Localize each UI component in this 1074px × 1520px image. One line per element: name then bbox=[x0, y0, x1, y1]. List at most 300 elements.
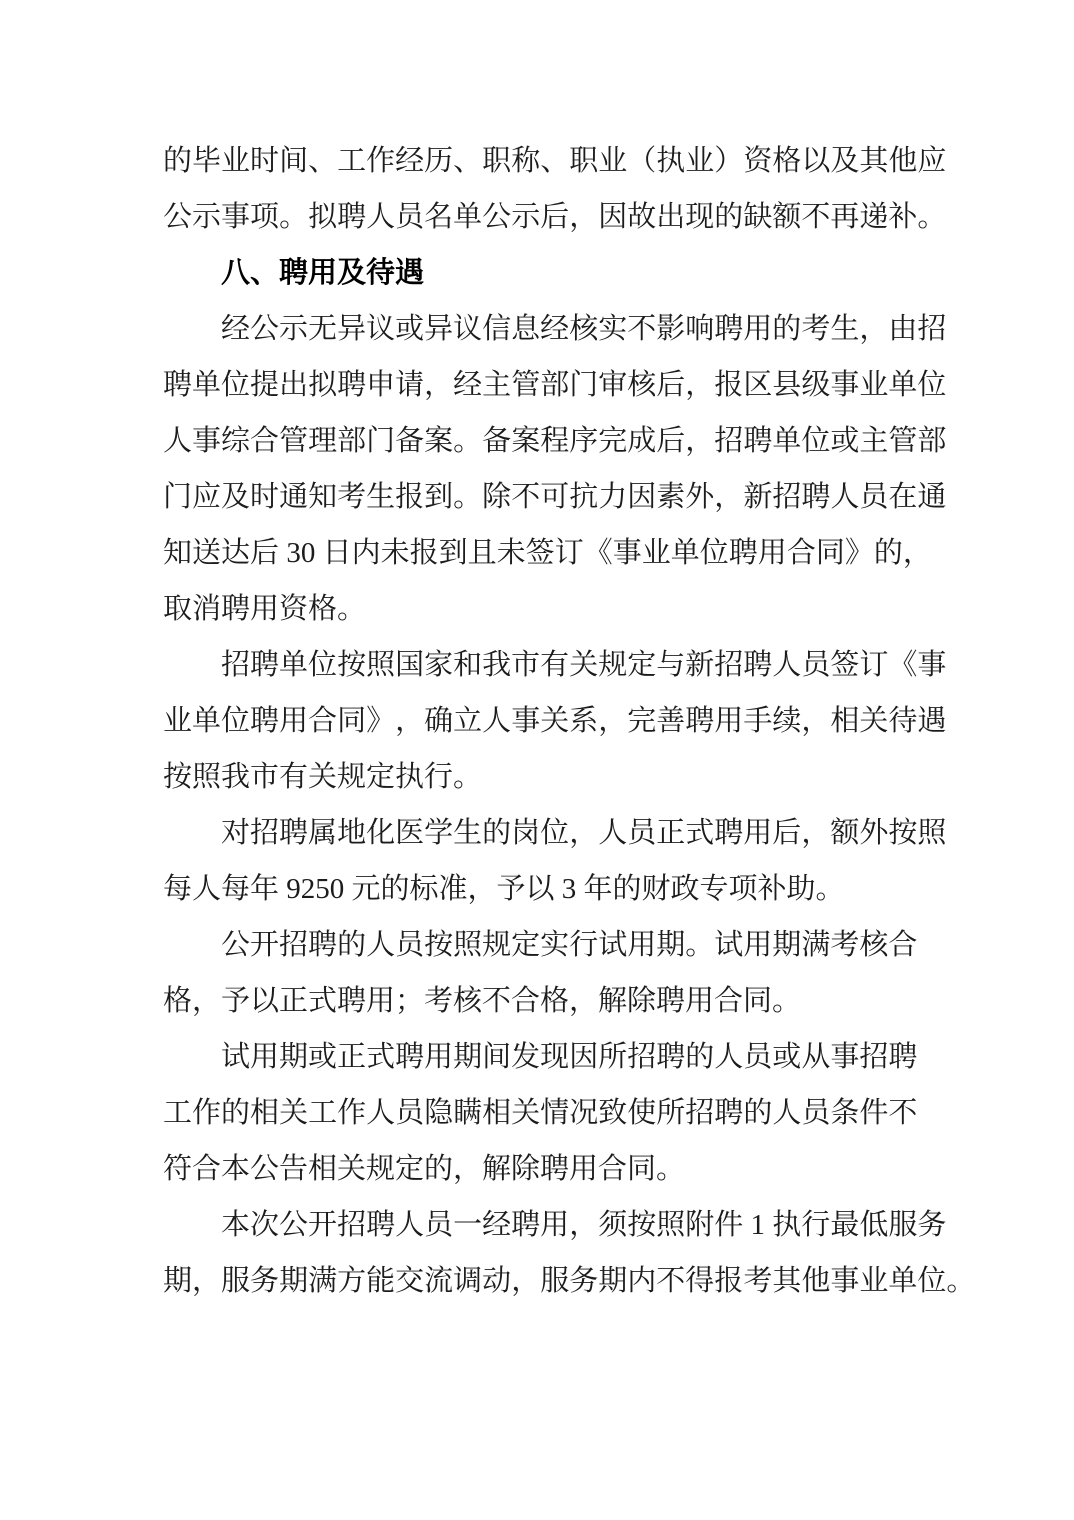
text-line bbox=[163, 637, 947, 693]
text-glyph: 备 bbox=[482, 425, 512, 457]
text-glyph: 门 bbox=[163, 481, 193, 513]
text-glyph: 影 bbox=[656, 313, 686, 345]
text-glyph: 报 bbox=[395, 481, 425, 513]
text-glyph: 招 bbox=[714, 649, 744, 681]
text-glyph: 试 bbox=[221, 1041, 251, 1073]
text-line bbox=[163, 693, 947, 749]
text-glyph: 未 bbox=[380, 537, 410, 569]
text-line: 每人每年 9250 元的标准，予以 3 年的财政专项补助。 bbox=[163, 873, 845, 905]
text-glyph: 且 bbox=[467, 537, 497, 569]
text-glyph: 作 bbox=[192, 1097, 222, 1129]
text-glyph: 事 bbox=[830, 1041, 860, 1073]
text-glyph: 案 bbox=[511, 425, 541, 457]
text-glyph: 位 bbox=[221, 705, 251, 737]
text-glyph: 员 bbox=[627, 817, 657, 849]
text-glyph: 人 bbox=[366, 201, 396, 233]
text-glyph: 项 bbox=[250, 201, 280, 233]
text-glyph: ， bbox=[685, 369, 715, 401]
text-glyph: 《 bbox=[888, 649, 918, 681]
text-glyph: 的 bbox=[221, 1097, 251, 1129]
text-glyph: 以 bbox=[801, 145, 831, 177]
text-glyph: 和 bbox=[453, 649, 483, 681]
text-glyph: 不 bbox=[511, 481, 541, 513]
text-glyph: 员 bbox=[424, 1209, 454, 1241]
text-glyph: 。 bbox=[946, 1265, 976, 1297]
text-glyph: 订 bbox=[554, 537, 584, 569]
text-glyph: 县 bbox=[772, 369, 802, 401]
text-glyph: 招 bbox=[627, 1041, 657, 1073]
text-glyph: 化 bbox=[366, 817, 396, 849]
text-glyph: ， bbox=[859, 313, 889, 345]
text-glyph: 能 bbox=[366, 1265, 396, 1297]
text-glyph: 名 bbox=[424, 201, 454, 233]
text-glyph: 照 bbox=[656, 1209, 686, 1241]
text-glyph: 无 bbox=[308, 313, 338, 345]
text-glyph: 不 bbox=[888, 1097, 918, 1129]
text-glyph: 及 bbox=[830, 145, 860, 177]
text-glyph: ， bbox=[511, 1265, 541, 1297]
text-line bbox=[163, 805, 947, 861]
text-glyph: 招 bbox=[685, 1097, 715, 1129]
document-text-block bbox=[163, 133, 976, 1309]
text-glyph: 申 bbox=[366, 369, 396, 401]
text-glyph: 照 bbox=[453, 929, 483, 961]
text-glyph: 到 bbox=[438, 537, 468, 569]
text-glyph: 。 bbox=[453, 425, 483, 457]
text-glyph: 主 bbox=[482, 369, 512, 401]
text-glyph: 人 bbox=[395, 1209, 425, 1241]
text-glyph: 关 bbox=[540, 705, 570, 737]
text-glyph: 不 bbox=[656, 1265, 686, 1297]
text-glyph: 人 bbox=[598, 817, 628, 849]
text-glyph: 待 bbox=[888, 705, 918, 737]
text-glyph: 招 bbox=[714, 425, 744, 457]
text-glyph: 聘 bbox=[685, 705, 715, 737]
text-glyph: 现 bbox=[685, 201, 715, 233]
text-glyph: 的 bbox=[873, 537, 903, 569]
text-glyph: 关 bbox=[859, 705, 889, 737]
text-glyph: 聘 bbox=[714, 1097, 744, 1129]
text-glyph: 资 bbox=[743, 145, 773, 177]
text-glyph: 考 bbox=[743, 1265, 773, 1297]
text-glyph: 抗 bbox=[569, 481, 599, 513]
text-glyph: 合 bbox=[308, 705, 338, 737]
text-glyph: 聘 bbox=[714, 313, 744, 345]
text-glyph: 业 bbox=[685, 145, 715, 177]
text-glyph: 公 bbox=[163, 201, 193, 233]
text-glyph: 市 bbox=[511, 649, 541, 681]
text-glyph: 素 bbox=[656, 481, 686, 513]
text-glyph: 续 bbox=[772, 705, 802, 737]
text-glyph: 《 bbox=[583, 537, 613, 569]
text-glyph: 后 bbox=[656, 369, 686, 401]
text-glyph: 善 bbox=[656, 705, 686, 737]
text-glyph: 。 bbox=[279, 201, 309, 233]
text-glyph: 服 bbox=[888, 1209, 918, 1241]
text-glyph: 现 bbox=[540, 1041, 570, 1073]
text-glyph: 开 bbox=[250, 929, 280, 961]
text-glyph: 期 bbox=[656, 929, 686, 961]
text-glyph: 部 bbox=[917, 425, 947, 457]
text-glyph: 达 bbox=[221, 537, 251, 569]
text-glyph: 开 bbox=[308, 1209, 338, 1241]
text-glyph: 聘 bbox=[337, 201, 367, 233]
text-glyph: 议 bbox=[366, 313, 396, 345]
text-glyph: 公 bbox=[221, 929, 251, 961]
text-glyph: 考 bbox=[801, 313, 831, 345]
text-glyph: 、 bbox=[453, 145, 483, 177]
text-glyph: 外 bbox=[859, 817, 889, 849]
text-line bbox=[163, 413, 947, 469]
text-glyph: 聘 bbox=[163, 369, 193, 401]
text-line bbox=[163, 133, 947, 189]
text-glyph: 经 bbox=[395, 145, 425, 177]
text-glyph: 新 bbox=[685, 649, 715, 681]
text-glyph: 作 bbox=[337, 1097, 367, 1129]
text-glyph: 请 bbox=[395, 369, 425, 401]
text-glyph: 国 bbox=[395, 649, 425, 681]
text-glyph: 从 bbox=[801, 1041, 831, 1073]
text-glyph: 实 bbox=[540, 929, 570, 961]
text-glyph: 员 bbox=[395, 201, 425, 233]
text-glyph: 式 bbox=[685, 817, 715, 849]
text-glyph: 内 bbox=[351, 537, 381, 569]
text-glyph: 合 bbox=[250, 425, 280, 457]
text-glyph: 招 bbox=[859, 1041, 889, 1073]
text-glyph: 报 bbox=[714, 1265, 744, 1297]
text-glyph: 额 bbox=[830, 817, 860, 849]
text-line bbox=[163, 1197, 947, 1253]
text-glyph: 示 bbox=[511, 201, 541, 233]
text-glyph: 间 bbox=[482, 1041, 512, 1073]
text-glyph: 门 bbox=[569, 369, 599, 401]
text-glyph: 有 bbox=[540, 649, 570, 681]
text-glyph: 或 bbox=[830, 425, 860, 457]
text-line bbox=[163, 1253, 976, 1309]
text-glyph: 系 bbox=[569, 705, 599, 737]
text-glyph: 的 bbox=[714, 201, 744, 233]
text-line bbox=[163, 917, 918, 973]
text-glyph: 期 bbox=[598, 1265, 628, 1297]
text-glyph: 部 bbox=[337, 425, 367, 457]
text-glyph: 聘 bbox=[511, 1209, 541, 1241]
text-glyph: 30 bbox=[279, 537, 323, 569]
text-glyph: 期 bbox=[279, 1265, 309, 1297]
text-glyph: 程 bbox=[540, 425, 570, 457]
text-line: 格，予以正式聘用；考核不合格，解除聘用合同。 bbox=[163, 985, 802, 1017]
text-glyph: 招 bbox=[917, 313, 947, 345]
text-glyph: 聘 bbox=[743, 649, 773, 681]
text-glyph: 聘 bbox=[337, 369, 367, 401]
text-glyph: 按 bbox=[627, 1209, 657, 1241]
text-glyph: 用 bbox=[424, 1041, 454, 1073]
text-glyph: 得 bbox=[685, 1265, 715, 1297]
text-glyph: 员 bbox=[395, 1097, 425, 1129]
text-glyph: 位 bbox=[917, 369, 947, 401]
text-glyph: 低 bbox=[859, 1209, 889, 1241]
text-glyph: 再 bbox=[830, 201, 860, 233]
text-glyph: 须 bbox=[598, 1209, 628, 1241]
text-glyph: 单 bbox=[279, 649, 309, 681]
text-glyph: 的 bbox=[163, 145, 193, 177]
text-glyph: 一 bbox=[453, 1209, 483, 1241]
text-glyph: 》 bbox=[844, 537, 874, 569]
text-glyph: 用 bbox=[540, 1209, 570, 1241]
text-glyph: 应 bbox=[917, 145, 947, 177]
text-glyph: 报 bbox=[409, 537, 439, 569]
text-glyph: ， bbox=[801, 705, 831, 737]
text-glyph: 聘 bbox=[714, 817, 744, 849]
text-glyph: 用 bbox=[627, 929, 657, 961]
text-glyph: 单 bbox=[888, 1265, 918, 1297]
text-line bbox=[163, 1085, 918, 1141]
text-glyph: 事 bbox=[221, 201, 251, 233]
text-glyph: 主 bbox=[859, 425, 889, 457]
text-glyph: 因 bbox=[569, 1041, 599, 1073]
text-line: 取消聘用资格。 bbox=[163, 593, 367, 625]
text-glyph: 招 bbox=[279, 929, 309, 961]
text-glyph: 1 bbox=[743, 1209, 773, 1241]
text-glyph: 故 bbox=[627, 201, 657, 233]
text-glyph: 可 bbox=[540, 481, 570, 513]
text-glyph: 事 bbox=[192, 425, 222, 457]
text-glyph: 附 bbox=[685, 1209, 715, 1241]
text-glyph: 正 bbox=[656, 817, 686, 849]
text-glyph: 次 bbox=[250, 1209, 280, 1241]
text-glyph: 出 bbox=[656, 201, 686, 233]
text-glyph: 》 bbox=[366, 705, 396, 737]
text-line: 符合本公告相关规定的，解除聘用合同。 bbox=[163, 1153, 686, 1185]
text-glyph: 公 bbox=[279, 1209, 309, 1241]
text-glyph: 签 bbox=[830, 649, 860, 681]
text-glyph: 息 bbox=[511, 313, 541, 345]
text-glyph: 完 bbox=[627, 705, 657, 737]
text-glyph: 致 bbox=[598, 1097, 628, 1129]
text-glyph: 隐 bbox=[424, 1097, 454, 1129]
text-glyph: 医 bbox=[395, 817, 425, 849]
text-glyph: 聘 bbox=[395, 1041, 425, 1073]
text-line bbox=[163, 357, 947, 413]
text-glyph: ， bbox=[569, 201, 599, 233]
text-glyph: 的 bbox=[337, 929, 367, 961]
text-glyph: 考 bbox=[337, 481, 367, 513]
text-glyph: 格 bbox=[772, 145, 802, 177]
text-glyph: 聘 bbox=[366, 1209, 396, 1241]
text-glyph: 或 bbox=[772, 1041, 802, 1073]
text-glyph: 成 bbox=[627, 425, 657, 457]
text-glyph: 公 bbox=[482, 201, 512, 233]
text-line bbox=[163, 301, 947, 357]
text-glyph: 外 bbox=[685, 481, 715, 513]
text-glyph: 件 bbox=[714, 1209, 744, 1241]
text-glyph: 定 bbox=[627, 649, 657, 681]
text-glyph: 生 bbox=[453, 817, 483, 849]
text-glyph: 在 bbox=[888, 481, 918, 513]
text-glyph: 核 bbox=[569, 313, 599, 345]
text-glyph: 招 bbox=[772, 481, 802, 513]
text-glyph: 员 bbox=[801, 649, 831, 681]
text-glyph: 招 bbox=[337, 1209, 367, 1241]
text-glyph: 历 bbox=[424, 145, 454, 177]
text-glyph: 定 bbox=[511, 929, 541, 961]
text-glyph: 或 bbox=[308, 1041, 338, 1073]
text-glyph: 职 bbox=[569, 145, 599, 177]
text-glyph: 使 bbox=[627, 1097, 657, 1129]
text-glyph: 按 bbox=[888, 817, 918, 849]
text-glyph: 件 bbox=[859, 1097, 889, 1129]
text-glyph: 议 bbox=[453, 313, 483, 345]
text-glyph: ， bbox=[569, 1209, 599, 1241]
text-glyph: 不 bbox=[627, 313, 657, 345]
text-glyph: 工 bbox=[163, 1097, 193, 1129]
text-glyph: 人 bbox=[482, 705, 512, 737]
text-glyph: 事 bbox=[612, 537, 642, 569]
text-glyph: 额 bbox=[772, 201, 802, 233]
text-glyph: 拟 bbox=[308, 201, 338, 233]
text-glyph: 。 bbox=[685, 929, 715, 961]
text-glyph: 业 bbox=[641, 537, 671, 569]
text-glyph: 他 bbox=[888, 145, 918, 177]
text-glyph: 经 bbox=[482, 1209, 512, 1241]
text-glyph: 位 bbox=[917, 1265, 947, 1297]
text-glyph: 情 bbox=[540, 1097, 570, 1129]
text-glyph: 相 bbox=[250, 1097, 280, 1129]
text-glyph: 人 bbox=[163, 425, 193, 457]
text-glyph: 发 bbox=[511, 1041, 541, 1073]
text-glyph: 位 bbox=[221, 369, 251, 401]
text-glyph: 员 bbox=[859, 481, 889, 513]
text-glyph: 理 bbox=[308, 425, 338, 457]
text-glyph: 人 bbox=[772, 1097, 802, 1129]
text-glyph: 按 bbox=[337, 649, 367, 681]
text-glyph: 关 bbox=[569, 649, 599, 681]
text-glyph: 聘 bbox=[250, 705, 280, 737]
text-glyph: 公 bbox=[250, 313, 280, 345]
text-glyph: 力 bbox=[598, 481, 628, 513]
text-glyph: 到 bbox=[424, 481, 454, 513]
text-glyph: 位 bbox=[699, 537, 729, 569]
text-glyph: 招 bbox=[221, 649, 251, 681]
text-line bbox=[163, 525, 932, 581]
text-glyph: 聘 bbox=[279, 817, 309, 849]
text-glyph: 期 bbox=[163, 1265, 193, 1297]
text-glyph: 与 bbox=[656, 649, 686, 681]
text-glyph: （ bbox=[627, 145, 657, 177]
text-glyph: 生 bbox=[366, 481, 396, 513]
text-glyph: 关 bbox=[511, 1097, 541, 1129]
text-glyph: 示 bbox=[192, 201, 222, 233]
text-glyph: 期 bbox=[772, 929, 802, 961]
text-line bbox=[163, 1029, 918, 1085]
text-glyph: 异 bbox=[424, 313, 454, 345]
text-glyph: 由 bbox=[888, 313, 918, 345]
text-glyph: 工 bbox=[308, 1097, 338, 1129]
text-glyph: 人 bbox=[772, 649, 802, 681]
text-glyph: 事 bbox=[830, 1265, 860, 1297]
text-glyph: 聘 bbox=[250, 649, 280, 681]
text-glyph: 序 bbox=[569, 425, 599, 457]
text-glyph: 最 bbox=[830, 1209, 860, 1241]
text-glyph: 响 bbox=[685, 313, 715, 345]
text-glyph: 用 bbox=[714, 705, 744, 737]
text-glyph: 员 bbox=[801, 1097, 831, 1129]
text-glyph: 管 bbox=[511, 369, 541, 401]
text-glyph: 聘 bbox=[308, 929, 338, 961]
text-glyph: 通 bbox=[279, 481, 309, 513]
text-glyph: 时 bbox=[250, 481, 280, 513]
text-glyph: 瞒 bbox=[453, 1097, 483, 1129]
text-glyph: 职 bbox=[482, 145, 512, 177]
text-glyph: 位 bbox=[540, 817, 570, 849]
text-glyph: 聘 bbox=[656, 1041, 686, 1073]
text-glyph: 用 bbox=[743, 313, 773, 345]
text-glyph: 人 bbox=[366, 1097, 396, 1129]
text-glyph: 或 bbox=[395, 313, 425, 345]
text-glyph: 方 bbox=[337, 1265, 367, 1297]
text-glyph: 考 bbox=[830, 929, 860, 961]
text-glyph: 缺 bbox=[743, 201, 773, 233]
text-glyph: 务 bbox=[917, 1209, 947, 1241]
text-glyph: 。 bbox=[453, 481, 483, 513]
text-glyph: 的 bbox=[772, 313, 802, 345]
text-glyph: 用 bbox=[757, 537, 787, 569]
text-glyph: 管 bbox=[279, 425, 309, 457]
text-glyph: 异 bbox=[337, 313, 367, 345]
text-glyph: 人 bbox=[830, 481, 860, 513]
text-glyph: 提 bbox=[250, 369, 280, 401]
text-glyph: 事 bbox=[917, 649, 947, 681]
text-glyph: 位 bbox=[801, 425, 831, 457]
text-glyph: 式 bbox=[366, 1041, 396, 1073]
text-glyph: 送 bbox=[192, 537, 222, 569]
text-glyph: 遇 bbox=[917, 705, 947, 737]
text-glyph: 人 bbox=[714, 1041, 744, 1073]
text-glyph: 知 bbox=[308, 481, 338, 513]
text-glyph: 除 bbox=[482, 481, 512, 513]
text-glyph: 通 bbox=[917, 481, 947, 513]
text-glyph: 期 bbox=[279, 1041, 309, 1073]
text-glyph: 经 bbox=[540, 313, 570, 345]
text-glyph: 聘 bbox=[743, 425, 773, 457]
text-glyph: 完 bbox=[598, 425, 628, 457]
text-glyph: 动 bbox=[482, 1265, 512, 1297]
text-glyph: 报 bbox=[714, 369, 744, 401]
text-glyph: 业 bbox=[163, 705, 193, 737]
text-glyph: 岗 bbox=[511, 817, 541, 849]
text-glyph: 日 bbox=[322, 537, 352, 569]
text-glyph: ， bbox=[569, 817, 599, 849]
text-glyph: 备 bbox=[395, 425, 425, 457]
text-glyph: 单 bbox=[888, 369, 918, 401]
text-glyph: 经 bbox=[221, 313, 251, 345]
text-glyph: 新 bbox=[743, 481, 773, 513]
text-glyph: 条 bbox=[830, 1097, 860, 1129]
text-glyph: 试 bbox=[598, 929, 628, 961]
text-glyph: 交 bbox=[395, 1265, 425, 1297]
text-glyph: 位 bbox=[308, 649, 338, 681]
text-glyph: 正 bbox=[337, 1041, 367, 1073]
text-glyph: 其 bbox=[859, 145, 889, 177]
text-glyph: 因 bbox=[627, 481, 657, 513]
text-glyph: 招 bbox=[250, 817, 280, 849]
text-glyph: 员 bbox=[743, 1041, 773, 1073]
text-glyph: 我 bbox=[482, 649, 512, 681]
text-glyph: 相 bbox=[830, 705, 860, 737]
text-glyph: 生 bbox=[830, 313, 860, 345]
text-glyph: 规 bbox=[598, 649, 628, 681]
text-glyph: 规 bbox=[482, 929, 512, 961]
text-glyph: 相 bbox=[482, 1097, 512, 1129]
